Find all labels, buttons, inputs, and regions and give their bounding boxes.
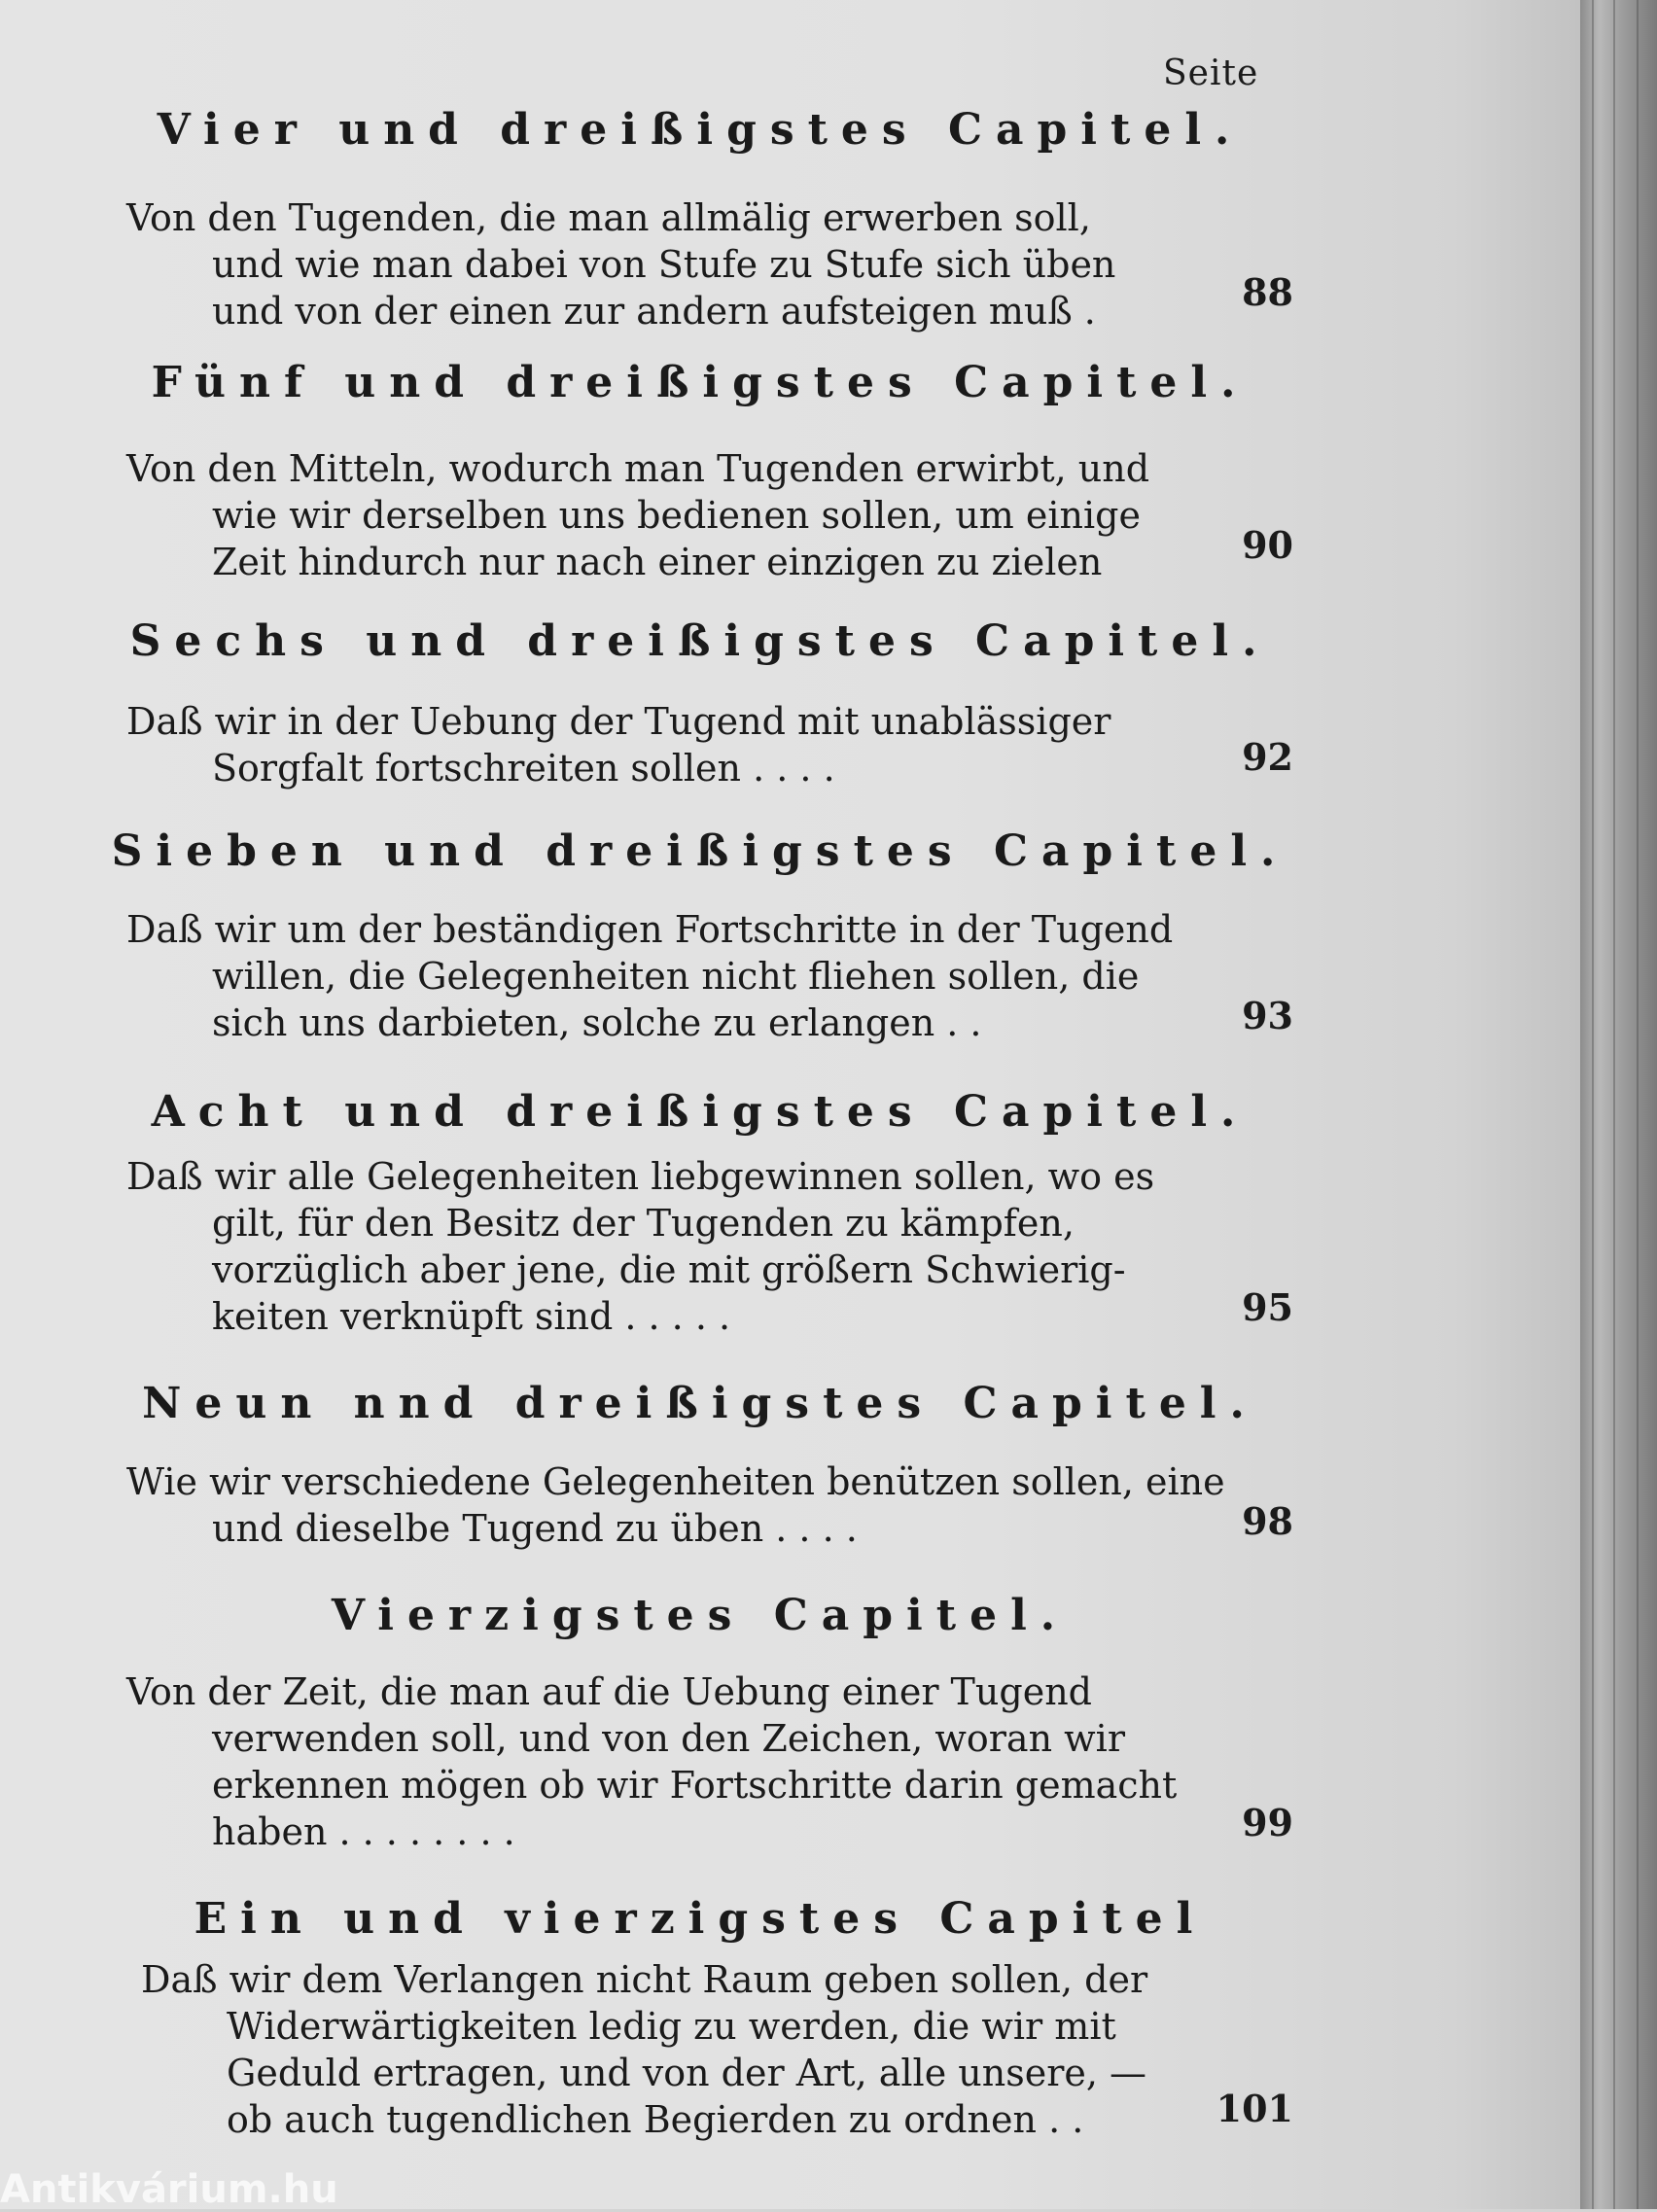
entry-line: keiten verknüpft sind . . . . . xyxy=(212,1295,731,1338)
entry-line: wie wir derselben uns bedienen sollen, um einige xyxy=(212,494,1141,537)
entry-line: erkennen mögen ob wir Fortschritte darin gemacht xyxy=(212,1764,1178,1807)
chapter-title: Ein und vierzigstes Capitel xyxy=(194,1894,1207,1944)
entry-line: Wie wir verschiedene Gelegenheiten benützen sollen, eine xyxy=(126,1460,1225,1503)
page-number: 101 xyxy=(1216,2087,1293,2130)
chapter-title: Fünf und dreißigstes Capitel. xyxy=(151,358,1250,407)
page-number: 92 xyxy=(1242,735,1293,779)
entry-line: Sorgfalt fortschreiten sollen . . . . xyxy=(212,747,835,790)
watermark-logo: Antikvárium.hu xyxy=(0,2167,338,2212)
entry-line: Daß wir alle Gelegenheiten liebgewinnen sollen, wo es xyxy=(126,1155,1155,1198)
entry-line: Von den Tugenden, die man allmälig erwerben soll, xyxy=(126,196,1091,239)
entry-line: Geduld ertragen, und von der Art, alle unsere, — xyxy=(227,2052,1147,2094)
page-number: 93 xyxy=(1242,994,1293,1037)
page-number: 99 xyxy=(1242,1801,1293,1844)
chapter-title: Vier und dreißigstes Capitel. xyxy=(157,105,1244,155)
chapter-title: Sieben und dreißigstes Capitel. xyxy=(111,826,1289,876)
entry-line: Daß wir dem Verlangen nicht Raum geben sollen, der xyxy=(141,1958,1148,2001)
toc-entry xyxy=(126,906,1293,1046)
toc-entry xyxy=(141,1956,1308,2143)
book-gutter xyxy=(1580,0,1657,2209)
entry-line: vorzüglich aber jene, die mit größern Schwierig- xyxy=(212,1248,1126,1291)
page-number: 88 xyxy=(1242,270,1293,314)
toc-entry xyxy=(126,445,1293,585)
page-number: 95 xyxy=(1242,1285,1293,1329)
chapter-title: Sechs und dreißigstes Capitel. xyxy=(129,616,1271,666)
entry-line: haben . . . . . . . . xyxy=(212,1810,515,1853)
toc-entry xyxy=(126,698,1293,791)
entry-line: und dieselbe Tugend zu üben . . . . xyxy=(212,1507,858,1550)
toc-entry xyxy=(126,1153,1293,1340)
entry-line: Zeit hindurch nur nach einer einzigen zu zielen xyxy=(212,541,1103,583)
entry-line: und von der einen zur andern aufsteigen muß . xyxy=(212,290,1096,333)
entry-line: und wie man dabei von Stufe zu Stufe sich üben xyxy=(212,243,1116,286)
chapter-title: Acht und dreißigstes Capitel. xyxy=(151,1087,1250,1137)
entry-line: Von der Zeit, die man auf die Uebung einer Tugend xyxy=(126,1670,1092,1713)
toc-entry xyxy=(126,1458,1293,1552)
entry-line: willen, die Gelegenheiten nicht fliehen sollen, die xyxy=(212,955,1140,998)
page-column-label: Seite xyxy=(1163,53,1259,93)
chapter-title: Neun nnd dreißigstes Capitel. xyxy=(142,1379,1258,1428)
toc-entry xyxy=(126,1668,1293,1855)
entry-line: verwenden soll, und von den Zeichen, woran wir xyxy=(212,1717,1125,1760)
page-number: 98 xyxy=(1242,1499,1293,1543)
chapter-title: Vierzigstes Capitel. xyxy=(331,1591,1070,1640)
entry-line: Daß wir um der beständigen Fortschritte in der Tugend xyxy=(126,908,1174,951)
entry-line: Von den Mitteln, wodurch man Tugenden erwirbt, und xyxy=(126,447,1150,490)
entry-line: ob auch tugendlichen Begierden zu ordnen . . xyxy=(227,2098,1084,2141)
entry-line: gilt, für den Besitz der Tugenden zu kämpfen, xyxy=(212,1202,1075,1245)
page-number: 90 xyxy=(1242,523,1293,567)
toc-entry xyxy=(126,194,1293,334)
entry-line: sich uns darbieten, solche zu erlangen . . xyxy=(212,1001,982,1044)
entry-line: Widerwärtigkeiten ledig zu werden, die wir mit xyxy=(227,2005,1116,2048)
entry-line: Daß wir in der Uebung der Tugend mit unablässiger xyxy=(126,700,1111,743)
